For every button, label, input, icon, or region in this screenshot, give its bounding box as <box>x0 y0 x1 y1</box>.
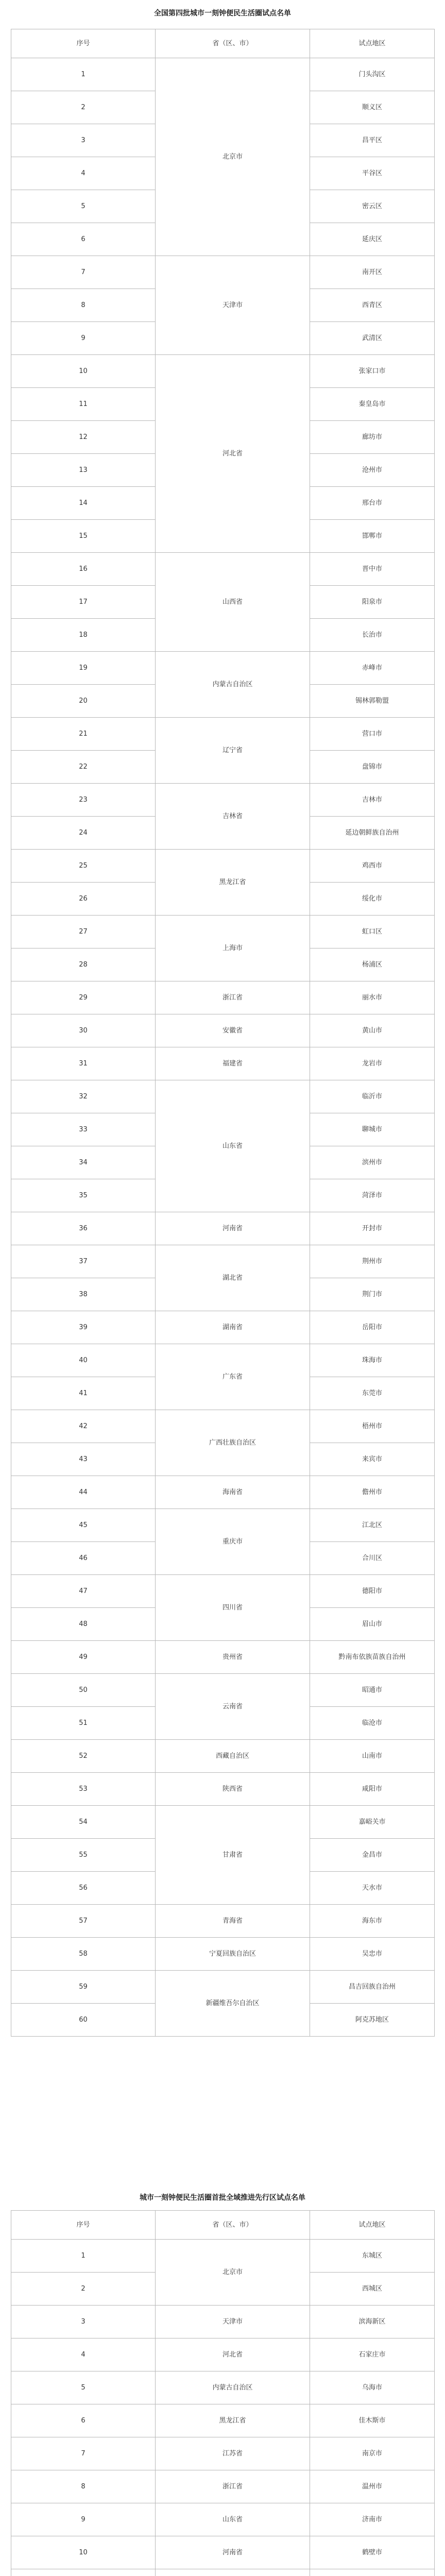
row-province <box>156 2569 310 2576</box>
row-seq: 5 <box>11 2371 156 2404</box>
row-pilot-area: 滨海新区 <box>310 2306 435 2338</box>
table-row <box>11 2240 435 2273</box>
row-pilot-area: 沧州市 <box>310 454 435 487</box>
row-province: 浙江省 <box>156 981 310 1014</box>
row-pilot-area: 平谷区 <box>310 157 435 190</box>
table-row <box>11 2470 435 2503</box>
section-title: 全国第四批城市一刻钟便民生活圈试点名单 <box>154 9 291 18</box>
row-pilot-area: 龙岩市 <box>310 1047 435 1080</box>
row-province: 黑龙江省 <box>156 2404 310 2437</box>
pilot-table-first-batch-full-area <box>11 2210 435 2576</box>
row-seq: 7 <box>11 2437 156 2470</box>
row-seq: 27 <box>11 916 156 948</box>
row-province: 辽宁省 <box>156 718 310 784</box>
row-seq: 18 <box>11 619 156 652</box>
row-pilot-area: 滨州市 <box>310 1146 435 1179</box>
row-pilot-area: 锡林郭勒盟 <box>310 685 435 718</box>
row-seq: 12 <box>11 421 156 454</box>
row-seq: 37 <box>11 1245 156 1278</box>
row-province: 河北省 <box>156 355 310 553</box>
row-seq: 44 <box>11 1476 156 1509</box>
table-row <box>11 1575 435 1608</box>
row-province: 甘肃省 <box>156 1806 310 1905</box>
table-row <box>11 1344 435 1377</box>
row-province: 湖北省 <box>156 1245 310 1311</box>
row-seq: 34 <box>11 1146 156 1179</box>
row-seq: 28 <box>11 948 156 981</box>
row-province: 北京市 <box>156 58 310 256</box>
table-row <box>11 1212 435 1245</box>
table-row <box>11 1080 435 1113</box>
row-seq: 58 <box>11 1938 156 1971</box>
row-seq: 6 <box>11 223 156 256</box>
row-pilot-area: 南京市 <box>310 2437 435 2470</box>
row-pilot-area: 江北区 <box>310 1509 435 1542</box>
row-pilot-area: 东城区 <box>310 2240 435 2273</box>
row-seq: 48 <box>11 1608 156 1641</box>
table-row <box>11 2569 435 2576</box>
row-province: 吉林省 <box>156 784 310 850</box>
row-pilot-area: 阳泉市 <box>310 586 435 619</box>
row-pilot-area: 来宾市 <box>310 1443 435 1476</box>
row-pilot-area: 门头沟区 <box>310 58 435 91</box>
row-province: 贵州省 <box>156 1641 310 1674</box>
row-seq: 60 <box>11 2004 156 2037</box>
header-area: 试点地区 <box>310 2211 435 2240</box>
table-row <box>11 981 435 1014</box>
row-province: 内蒙古自治区 <box>156 652 310 718</box>
row-seq: 32 <box>11 1080 156 1113</box>
row-pilot-area: 临沧市 <box>310 1707 435 1740</box>
table-row <box>11 58 435 91</box>
row-pilot-area: 廊坊市 <box>310 421 435 454</box>
row-pilot-area: 珠海市 <box>310 1344 435 1377</box>
row-pilot-area: 临沂市 <box>310 1080 435 1113</box>
row-seq: 7 <box>11 256 156 289</box>
row-seq: 25 <box>11 850 156 883</box>
table-row <box>11 652 435 685</box>
row-seq: 39 <box>11 1311 156 1344</box>
row-seq: 52 <box>11 1740 156 1773</box>
row-province: 上海市 <box>156 916 310 981</box>
row-seq: 31 <box>11 1047 156 1080</box>
table-row <box>11 1971 435 2004</box>
row-seq: 21 <box>11 718 156 751</box>
row-pilot-area: 昭通市 <box>310 1674 435 1707</box>
table-row <box>11 1245 435 1278</box>
row-province: 西藏自治区 <box>156 1740 310 1773</box>
table-row <box>11 1674 435 1707</box>
row-province: 山西省 <box>156 553 310 652</box>
table-row <box>11 850 435 883</box>
row-seq: 8 <box>11 289 156 322</box>
row-pilot-area: 秦皇岛市 <box>310 388 435 421</box>
row-pilot-area: 南开区 <box>310 256 435 289</box>
row-seq: 56 <box>11 1872 156 1905</box>
table-row <box>11 2536 435 2569</box>
row-seq: 6 <box>11 2404 156 2437</box>
row-pilot-area: 天水市 <box>310 1872 435 1905</box>
table-row <box>11 1311 435 1344</box>
row-province: 河南省 <box>156 1212 310 1245</box>
row-seq: 20 <box>11 685 156 718</box>
table-row <box>11 2338 435 2371</box>
row-province: 四川省 <box>156 1575 310 1641</box>
row-seq: 9 <box>11 322 156 355</box>
row-pilot-area: 黄山市 <box>310 1014 435 1047</box>
header-area: 试点地区 <box>310 29 435 58</box>
row-pilot-area: 开封市 <box>310 1212 435 1245</box>
row-seq: 19 <box>11 652 156 685</box>
row-seq: 13 <box>11 454 156 487</box>
table-row <box>11 1905 435 1938</box>
row-province: 黑龙江省 <box>156 850 310 916</box>
row-seq: 30 <box>11 1014 156 1047</box>
row-province: 山东省 <box>156 1080 310 1212</box>
row-pilot-area: 赤峰市 <box>310 652 435 685</box>
table-row <box>11 1641 435 1674</box>
row-pilot-area: 武清区 <box>310 322 435 355</box>
row-seq: 10 <box>11 2536 156 2569</box>
row-pilot-area: 儋州市 <box>310 1476 435 1509</box>
row-pilot-area: 晋中市 <box>310 553 435 586</box>
row-seq: 42 <box>11 1410 156 1443</box>
row-pilot-area: 聊城市 <box>310 1113 435 1146</box>
row-seq: 1 <box>11 58 156 91</box>
row-province: 湖南省 <box>156 1311 310 1344</box>
row-province: 河南省 <box>156 2536 310 2569</box>
section-title: 城市一刻钟便民生活圈首批全域推进先行区试点名单 <box>140 2194 305 2202</box>
row-pilot-area: 梧州市 <box>310 1410 435 1443</box>
table-row <box>11 2306 435 2338</box>
row-seq: 46 <box>11 1542 156 1575</box>
row-pilot-area <box>310 2569 435 2576</box>
table-row <box>11 553 435 586</box>
table-row <box>11 1509 435 1542</box>
row-province: 河北省 <box>156 2338 310 2371</box>
table-header-row <box>11 2211 435 2240</box>
row-pilot-area: 济南市 <box>310 2503 435 2536</box>
row-seq: 24 <box>11 817 156 850</box>
row-province: 新疆维吾尔自治区 <box>156 1971 310 2037</box>
pilot-table-4th-batch <box>11 29 435 2037</box>
table-row <box>11 2371 435 2404</box>
row-seq: 11 <box>11 388 156 421</box>
row-seq: 35 <box>11 1179 156 1212</box>
row-pilot-area: 德阳市 <box>310 1575 435 1608</box>
row-seq: 55 <box>11 1839 156 1872</box>
row-seq: 50 <box>11 1674 156 1707</box>
row-seq: 59 <box>11 1971 156 2004</box>
row-province: 天津市 <box>156 2306 310 2338</box>
row-seq: 5 <box>11 190 156 223</box>
row-pilot-area: 阿克苏地区 <box>310 2004 435 2037</box>
table-row <box>11 916 435 948</box>
table-row <box>11 2437 435 2470</box>
table-row <box>11 2503 435 2536</box>
row-pilot-area: 乌海市 <box>310 2371 435 2404</box>
row-pilot-area: 鹤壁市 <box>310 2536 435 2569</box>
row-seq: 54 <box>11 1806 156 1839</box>
row-pilot-area: 东莞市 <box>310 1377 435 1410</box>
row-seq: 10 <box>11 355 156 388</box>
row-seq: 17 <box>11 586 156 619</box>
row-pilot-area: 菏泽市 <box>310 1179 435 1212</box>
row-pilot-area: 合川区 <box>310 1542 435 1575</box>
row-seq: 43 <box>11 1443 156 1476</box>
row-pilot-area: 荆门市 <box>310 1278 435 1311</box>
row-seq: 16 <box>11 553 156 586</box>
table-row <box>11 1047 435 1080</box>
table-row <box>11 1476 435 1509</box>
table-row <box>11 1938 435 1971</box>
row-pilot-area: 温州市 <box>310 2470 435 2503</box>
row-seq: 49 <box>11 1641 156 1674</box>
row-pilot-area: 营口市 <box>310 718 435 751</box>
table-row <box>11 2404 435 2437</box>
header-province: 省（区、市） <box>156 2211 310 2240</box>
table-row <box>11 784 435 817</box>
row-pilot-area: 延边朝鲜族自治州 <box>310 817 435 850</box>
row-pilot-area: 绥化市 <box>310 883 435 916</box>
table-row <box>11 1740 435 1773</box>
row-seq: 2 <box>11 91 156 124</box>
table-row <box>11 355 435 388</box>
row-seq <box>11 2569 156 2576</box>
header-seq: 序号 <box>11 29 156 58</box>
row-seq: 57 <box>11 1905 156 1938</box>
row-province: 江苏省 <box>156 2437 310 2470</box>
row-province: 青海省 <box>156 1905 310 1938</box>
row-pilot-area: 虹口区 <box>310 916 435 948</box>
row-pilot-area: 吉林市 <box>310 784 435 817</box>
table-row <box>11 1806 435 1839</box>
row-seq: 4 <box>11 157 156 190</box>
row-seq: 1 <box>11 2240 156 2273</box>
row-province: 陕西省 <box>156 1773 310 1806</box>
row-province: 山东省 <box>156 2503 310 2536</box>
row-pilot-area: 杨浦区 <box>310 948 435 981</box>
row-pilot-area: 邢台市 <box>310 487 435 520</box>
row-pilot-area: 嘉峪关市 <box>310 1806 435 1839</box>
row-seq: 53 <box>11 1773 156 1806</box>
row-pilot-area: 石家庄市 <box>310 2338 435 2371</box>
row-seq: 29 <box>11 981 156 1014</box>
row-pilot-area: 咸阳市 <box>310 1773 435 1806</box>
row-pilot-area: 眉山市 <box>310 1608 435 1641</box>
row-seq: 14 <box>11 487 156 520</box>
row-pilot-area: 顺义区 <box>310 91 435 124</box>
row-seq: 36 <box>11 1212 156 1245</box>
row-province: 福建省 <box>156 1047 310 1080</box>
row-pilot-area: 吴忠市 <box>310 1938 435 1971</box>
row-seq: 9 <box>11 2503 156 2536</box>
row-pilot-area: 盘锦市 <box>310 751 435 784</box>
table-header-row <box>11 29 435 58</box>
row-seq: 4 <box>11 2338 156 2371</box>
row-pilot-area: 延庆区 <box>310 223 435 256</box>
row-province: 安徽省 <box>156 1014 310 1047</box>
row-pilot-area: 金昌市 <box>310 1839 435 1872</box>
table-row <box>11 256 435 289</box>
row-province: 浙江省 <box>156 2470 310 2503</box>
row-seq: 40 <box>11 1344 156 1377</box>
row-province: 云南省 <box>156 1674 310 1740</box>
row-seq: 45 <box>11 1509 156 1542</box>
row-province: 宁夏回族自治区 <box>156 1938 310 1971</box>
row-province: 广东省 <box>156 1344 310 1410</box>
row-pilot-area: 鸡西市 <box>310 850 435 883</box>
row-seq: 8 <box>11 2470 156 2503</box>
table-row <box>11 1014 435 1047</box>
row-pilot-area: 岳阳市 <box>310 1311 435 1344</box>
row-seq: 33 <box>11 1113 156 1146</box>
row-seq: 51 <box>11 1707 156 1740</box>
row-seq: 26 <box>11 883 156 916</box>
row-pilot-area: 西城区 <box>310 2273 435 2306</box>
row-province: 天津市 <box>156 256 310 355</box>
table-row <box>11 1773 435 1806</box>
header-province: 省（区、市） <box>156 29 310 58</box>
row-pilot-area: 黔南布依族苗族自治州 <box>310 1641 435 1674</box>
row-pilot-area: 佳木斯市 <box>310 2404 435 2437</box>
row-pilot-area: 丽水市 <box>310 981 435 1014</box>
row-pilot-area: 张家口市 <box>310 355 435 388</box>
row-seq: 47 <box>11 1575 156 1608</box>
row-seq: 3 <box>11 124 156 157</box>
row-seq: 23 <box>11 784 156 817</box>
row-pilot-area: 昌吉回族自治州 <box>310 1971 435 2004</box>
row-pilot-area: 荆州市 <box>310 1245 435 1278</box>
row-province: 海南省 <box>156 1476 310 1509</box>
table-row <box>11 718 435 751</box>
row-pilot-area: 昌平区 <box>310 124 435 157</box>
row-seq: 3 <box>11 2306 156 2338</box>
row-seq: 38 <box>11 1278 156 1311</box>
row-pilot-area: 邯郸市 <box>310 520 435 553</box>
row-pilot-area: 密云区 <box>310 190 435 223</box>
row-pilot-area: 海东市 <box>310 1905 435 1938</box>
row-seq: 2 <box>11 2273 156 2306</box>
row-pilot-area: 西青区 <box>310 289 435 322</box>
row-province: 内蒙古自治区 <box>156 2371 310 2404</box>
row-province: 北京市 <box>156 2240 310 2306</box>
row-province: 广西壮族自治区 <box>156 1410 310 1476</box>
row-province: 重庆市 <box>156 1509 310 1575</box>
row-seq: 22 <box>11 751 156 784</box>
row-pilot-area: 长治市 <box>310 619 435 652</box>
table-row <box>11 1410 435 1443</box>
row-pilot-area: 山南市 <box>310 1740 435 1773</box>
row-seq: 41 <box>11 1377 156 1410</box>
header-seq: 序号 <box>11 2211 156 2240</box>
row-seq: 15 <box>11 520 156 553</box>
